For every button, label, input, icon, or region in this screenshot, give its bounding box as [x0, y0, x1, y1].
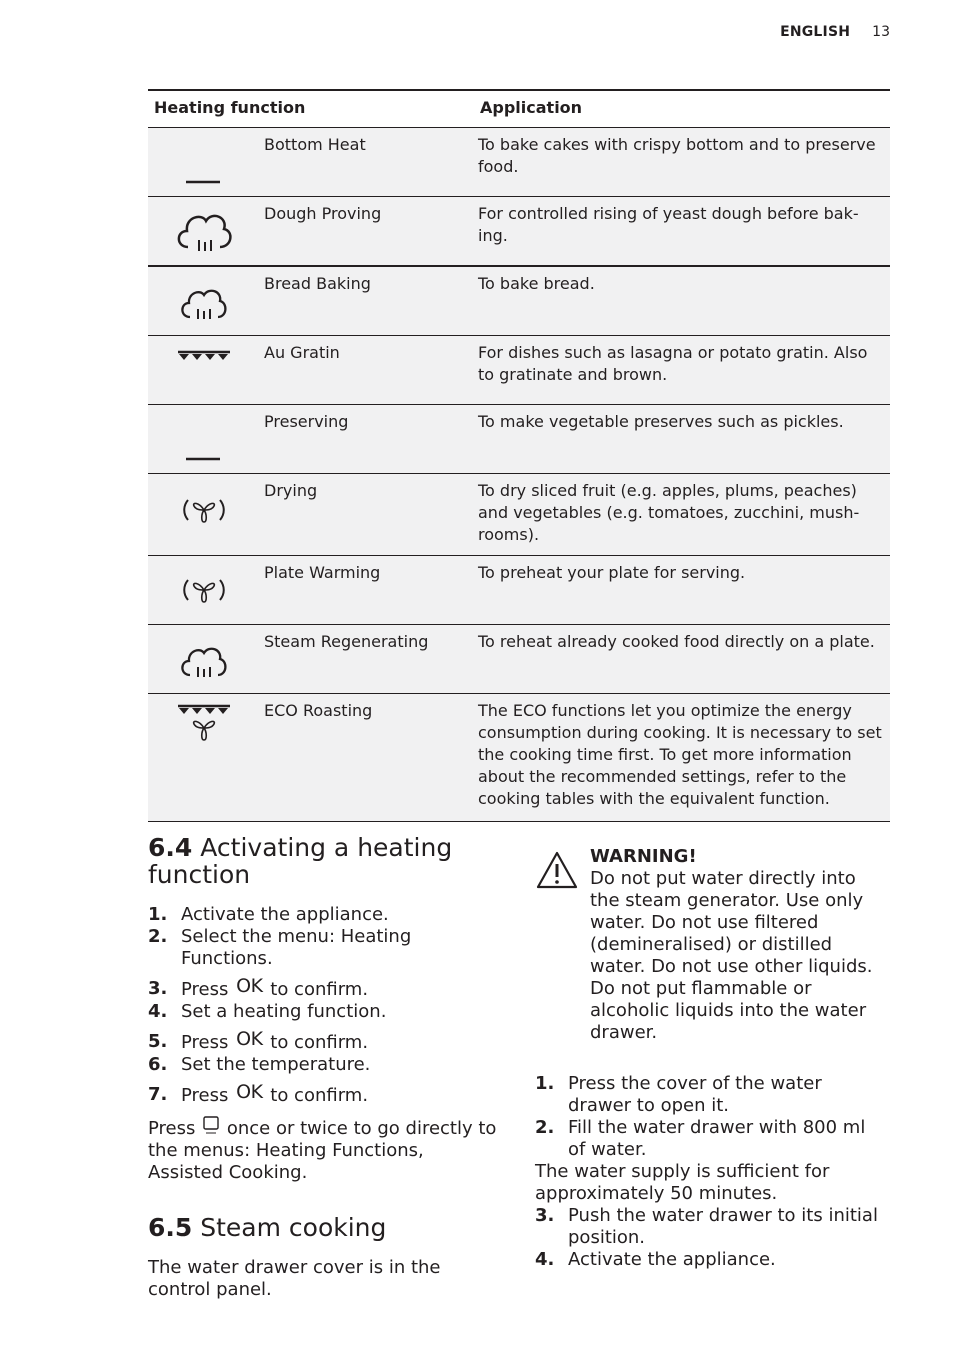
function-name: Drying [252, 474, 474, 556]
list-item: 7. Press OK to confirm. [148, 1081, 369, 1106]
au-gratin-icon [174, 342, 234, 398]
warning-title: WARNING! [590, 846, 697, 867]
function-name: ECO Roasting [252, 694, 474, 822]
menu-shortcut-note: Press once or twice to go directly to the menus: Heating Functions, Assisted Cooking. [148, 1115, 498, 1184]
list-item: 2. Select the menu: Heating Functions. [148, 926, 412, 969]
warning-triangle-icon [535, 850, 579, 890]
function-application: The ECO functions let you optimize the energy consumption during cooking. It is necessary to set the cooking time first. To get more information about the recommended settings, refer to the cooking tables with the equivalent function. [474, 694, 890, 822]
steam-steps-b [535, 1205, 885, 1271]
drying-icon [174, 480, 234, 536]
preserving-icon [174, 411, 234, 467]
table-row [148, 197, 890, 267]
water-supply-note: The water supply is sufficient for approximately 50 minutes. [535, 1161, 830, 1204]
list-item: 4. Activate the appliance. [535, 1249, 776, 1270]
function-application: To reheat already cooked food directly on a plate. [474, 625, 890, 694]
page-header [780, 24, 890, 40]
steam-steps-a [535, 1073, 885, 1161]
warning-text: Do not put water directly into the steam generator. Use only water. Do not use filtered (demineralised) or distilled water. Do not use other liquids. Do not put flammable or alcoholic liquids into the water drawer. [590, 868, 873, 1043]
steam-intro: The water drawer cover is in the control panel. [148, 1257, 441, 1300]
heating-functions-table [148, 89, 890, 822]
ok-key-label: OK [236, 1081, 263, 1103]
table-row [148, 336, 890, 405]
bottom-heat-icon [174, 134, 234, 190]
left-column [148, 834, 498, 1301]
language-label: ENGLISH [780, 24, 851, 40]
activation-steps [148, 904, 498, 1107]
plate-warming-icon [174, 562, 234, 618]
table-row [148, 405, 890, 474]
section-heading-6-4: 6.4 Activating a heating function [148, 833, 453, 889]
function-application: To bake bread. [474, 266, 890, 336]
right-column [535, 846, 885, 1271]
column-header-function: Heating function [148, 90, 474, 128]
function-application: To preheat your plate for serving. [474, 556, 890, 625]
table-row [148, 266, 890, 336]
function-name: Bread Baking [252, 266, 474, 336]
function-application: To make vegetable preserves such as pickles. [474, 405, 890, 474]
warning-box [535, 846, 885, 1044]
function-name: Steam Regenerating [252, 625, 474, 694]
steam-regenerating-icon [174, 631, 234, 687]
function-application: For dishes such as lasagna or potato gratin. Also to gratinate and brown. [474, 336, 890, 405]
list-item: 2. Fill the water drawer with 800 ml of water. [535, 1117, 866, 1160]
function-application: To bake cakes with crispy bottom and to preserve food. [474, 128, 890, 197]
function-application: To dry sliced fruit (e.g. apples, plums, peaches) and vegetables (e.g. tomatoes, zucchini, mush-rooms). [474, 474, 890, 556]
table-row [148, 474, 890, 556]
function-name: Bottom Heat [252, 128, 474, 197]
section-heading-6-5: 6.5 Steam cooking [148, 1213, 387, 1242]
table-row [148, 556, 890, 625]
table-row [148, 128, 890, 197]
column-header-application: Application [474, 90, 890, 128]
list-item: 3. Press OK to confirm. [148, 975, 369, 1000]
function-name: Preserving [252, 405, 474, 474]
bread-baking-icon [174, 273, 234, 329]
function-name: Plate Warming [252, 556, 474, 625]
page-number: 13 [872, 24, 890, 40]
list-item: 1. Press the cover of the water drawer to open it. [535, 1073, 822, 1116]
table-row [148, 694, 890, 822]
function-application: For controlled rising of yeast dough before bak-ing. [474, 197, 890, 267]
list-item: 1. Activate the appliance. [148, 904, 389, 925]
list-item: 4. Set a heating function. [148, 1001, 387, 1022]
table-row [148, 625, 890, 694]
dough-proving-icon [174, 203, 234, 259]
list-item: 6. Set the temperature. [148, 1054, 371, 1075]
ok-key-label: OK [236, 1028, 263, 1050]
list-item: 3. Push the water drawer to its initial position. [535, 1205, 878, 1248]
list-item: 5. Press OK to confirm. [148, 1028, 369, 1053]
function-name: Au Gratin [252, 336, 474, 405]
ok-key-label: OK [236, 975, 263, 997]
eco-roasting-icon [174, 700, 234, 756]
menu-key-icon [201, 1115, 221, 1137]
function-name: Dough Proving [252, 197, 474, 267]
